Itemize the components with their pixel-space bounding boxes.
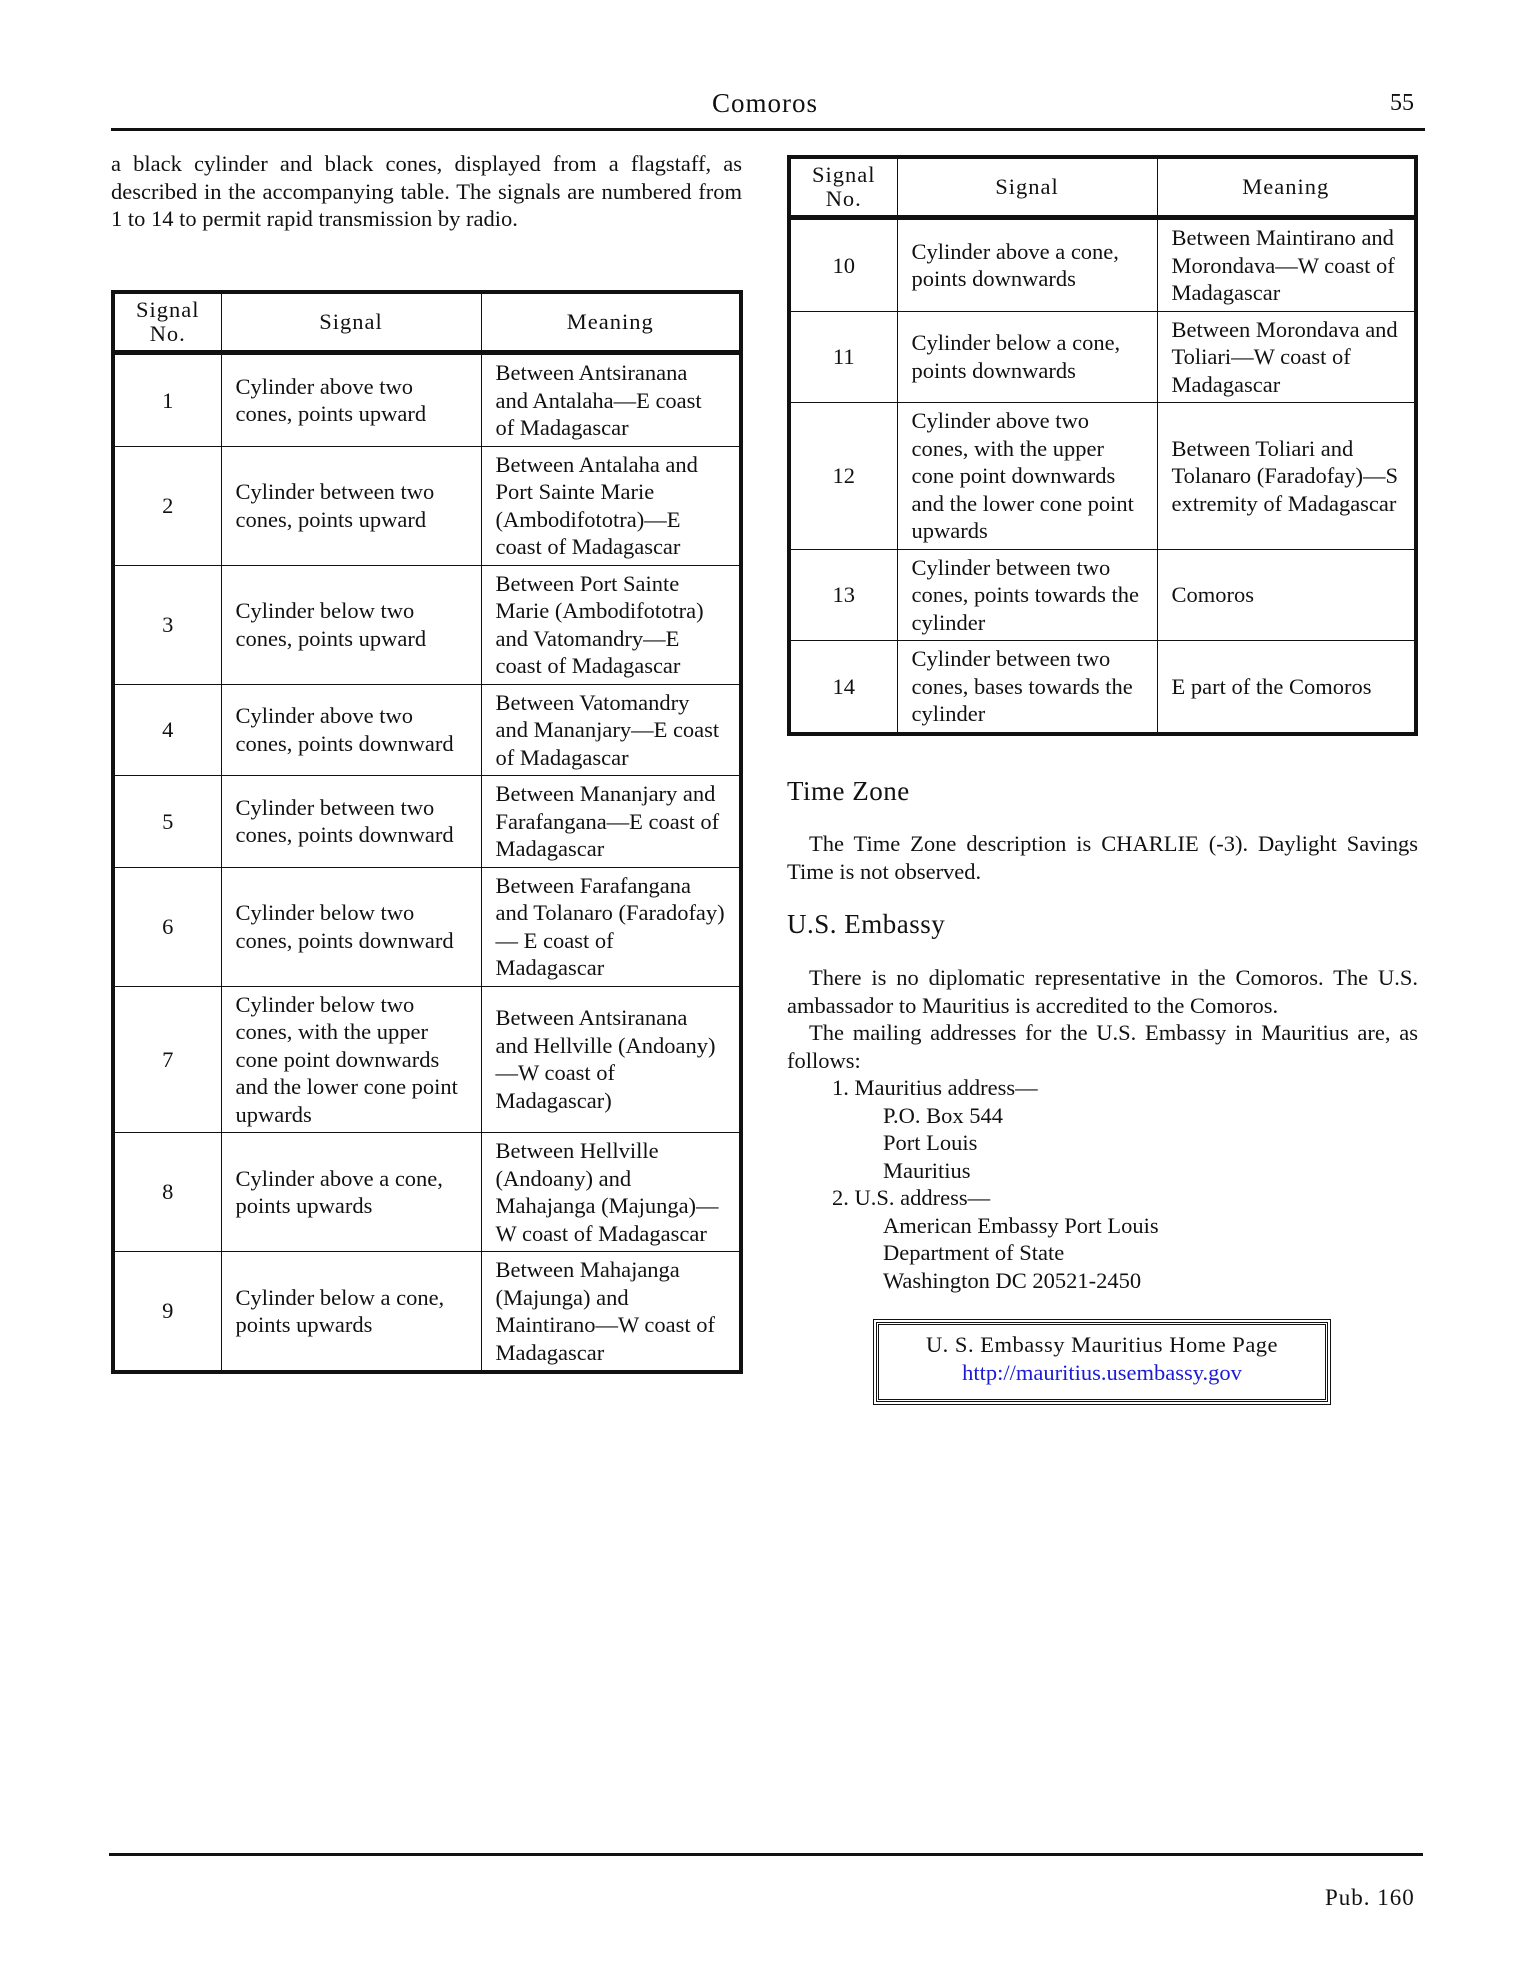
cell-no: 13 (789, 549, 897, 641)
cell-signal: Cylinder above two cones, points downward (221, 684, 481, 776)
cell-no: 3 (113, 565, 221, 684)
table-row (113, 986, 741, 1133)
cell-no: 7 (113, 986, 221, 1133)
footer-rule (109, 1853, 1423, 1856)
embassy-heading: U.S. Embassy (787, 909, 946, 939)
embassy-url-link[interactable]: http://mauritius.usembassy.gov (962, 1360, 1242, 1385)
cell-meaning: Between Vatomandry and Mananjary—E coast of Madagascar (481, 684, 741, 776)
cell-no: 5 (113, 776, 221, 868)
address-label: 2. U.S. address— (832, 1185, 991, 1210)
cell-no: 2 (113, 446, 221, 565)
address-line: Department of State (883, 1240, 1065, 1265)
cell-meaning: Between Maintirano and Morondava—W coast of Madagascar (1157, 218, 1416, 312)
address-line: Mauritius (883, 1157, 971, 1183)
cell-no: 1 (113, 353, 221, 447)
cell-no: 10 (789, 218, 897, 312)
page-number: 55 (1390, 90, 1414, 116)
address-2 (832, 1184, 1159, 1294)
cell-signal: Cylinder below two cones, with the upper cone point downwards and the lower cone point upwards (221, 986, 481, 1133)
cell-meaning: Between Antsiranana and Antalaha—E coast of Madagascar (481, 353, 741, 447)
footer-publication: Pub. 160 (1325, 1885, 1415, 1910)
table-row (113, 353, 741, 447)
embassy-paragraph-1: There is no diplomatic representative in the Comoros. The U.S. ambassador to Mauritius is accredited to the Comoros. (787, 965, 1418, 1018)
cell-meaning: Between Mananjary and Farafangana—E coast of Madagascar (481, 776, 741, 868)
cell-no: 6 (113, 867, 221, 986)
col-header-meaning: Meaning (1157, 157, 1416, 218)
cell-no: 11 (789, 311, 897, 403)
cell-no: 8 (113, 1133, 221, 1252)
table-row (113, 867, 741, 986)
cell-signal: Cylinder below a cone, points upwards (221, 1252, 481, 1373)
cell-signal: Cylinder below two cones, points upward (221, 565, 481, 684)
col-header-signal: Signal (897, 157, 1157, 218)
table-row (113, 446, 741, 565)
cell-signal: Cylinder above two cones, points upward (221, 353, 481, 447)
time-zone-heading: Time Zone (787, 776, 910, 806)
table-row (789, 311, 1416, 403)
time-zone-text: The Time Zone description is CHARLIE (-3). Daylight Savings Time is not observed. (787, 831, 1418, 884)
address-label: 1. Mauritius address— (832, 1075, 1038, 1100)
cell-signal: Cylinder below two cones, points downward (221, 867, 481, 986)
table-row (113, 684, 741, 776)
table-row (789, 218, 1416, 312)
address-line: Washington DC 20521-2450 (883, 1267, 1142, 1293)
table-row (113, 1133, 741, 1252)
address-line: Port Louis (883, 1130, 978, 1155)
running-header-title: Comoros (711, 88, 818, 118)
address-line: P.O. Box 544 (883, 1102, 1004, 1128)
address-line: American Embassy Port Louis (883, 1212, 1159, 1238)
cell-meaning: Between Hellville (Andoany) and Mahajanga (Majunga)—W coast of Madagascar (481, 1133, 741, 1252)
cell-signal: Cylinder above a cone, points downwards (897, 218, 1157, 312)
table-row (789, 403, 1416, 550)
cell-signal: Cylinder between two cones, points towards the cylinder (897, 549, 1157, 641)
cell-meaning: Between Antsiranana and Hellville (Andoany)—W coast of Madagascar) (481, 986, 741, 1133)
cell-signal: Cylinder between two cones, bases towards the cylinder (897, 641, 1157, 734)
cell-meaning: Between Farafangana and Tolanaro (Faradofay)— E coast of Madagascar (481, 867, 741, 986)
cell-signal: Cylinder above a cone, points upwards (221, 1133, 481, 1252)
cell-signal: Cylinder above two cones, with the upper cone point downwards and the lower cone point upwards (897, 403, 1157, 550)
table-row (113, 776, 741, 868)
link-title: U. S. Embassy Mauritius Home Page (925, 1332, 1279, 1357)
cell-meaning: Between Morondava and Toliari—W coast of Madagascar (1157, 311, 1416, 403)
cell-no: 9 (113, 1252, 221, 1373)
cell-signal: Cylinder between two cones, points downward (221, 776, 481, 868)
table-row (789, 641, 1416, 734)
cell-signal: Cylinder below a cone, points downwards (897, 311, 1157, 403)
cell-no: 4 (113, 684, 221, 776)
intro-paragraph: a black cylinder and black cones, displayed from a flagstaff, as described in the accompanying table. The signals are numbered from 1 to 14 to permit rapid transmission by radio. (111, 151, 742, 231)
cell-meaning: E part of the Comoros (1157, 641, 1416, 734)
signal-table-part2 (787, 155, 1418, 736)
table-row (113, 565, 741, 684)
col-header-signal: Signal (221, 292, 481, 353)
col-header-meaning: Meaning (481, 292, 741, 353)
signal-table-part1 (111, 290, 743, 1374)
header-rule (111, 128, 1425, 131)
cell-no: 12 (789, 403, 897, 550)
col-header-no: Signal No. (789, 157, 897, 218)
table-row (789, 549, 1416, 641)
cell-meaning: Comoros (1157, 549, 1416, 641)
cell-meaning: Between Antalaha and Port Sainte Marie (Ambodifototra)—E coast of Madagascar (481, 446, 741, 565)
address-1 (832, 1074, 1038, 1184)
embassy-paragraph-2: The mailing addresses for the U.S. Embassy in Mauritius are, as follows: (787, 1020, 1418, 1073)
embassy-link-box (876, 1322, 1328, 1402)
cell-meaning: Between Port Sainte Marie (Ambodifototra) and Vatomandry—E coast of Madagascar (481, 565, 741, 684)
cell-signal: Cylinder between two cones, points upward (221, 446, 481, 565)
cell-meaning: Between Mahajanga (Majunga) and Maintirano—W coast of Madagascar (481, 1252, 741, 1373)
cell-meaning: Between Toliari and Tolanaro (Faradofay)—S extremity of Madagascar (1157, 403, 1416, 550)
col-header-no: Signal No. (113, 292, 221, 353)
table-row (113, 1252, 741, 1373)
cell-no: 14 (789, 641, 897, 734)
